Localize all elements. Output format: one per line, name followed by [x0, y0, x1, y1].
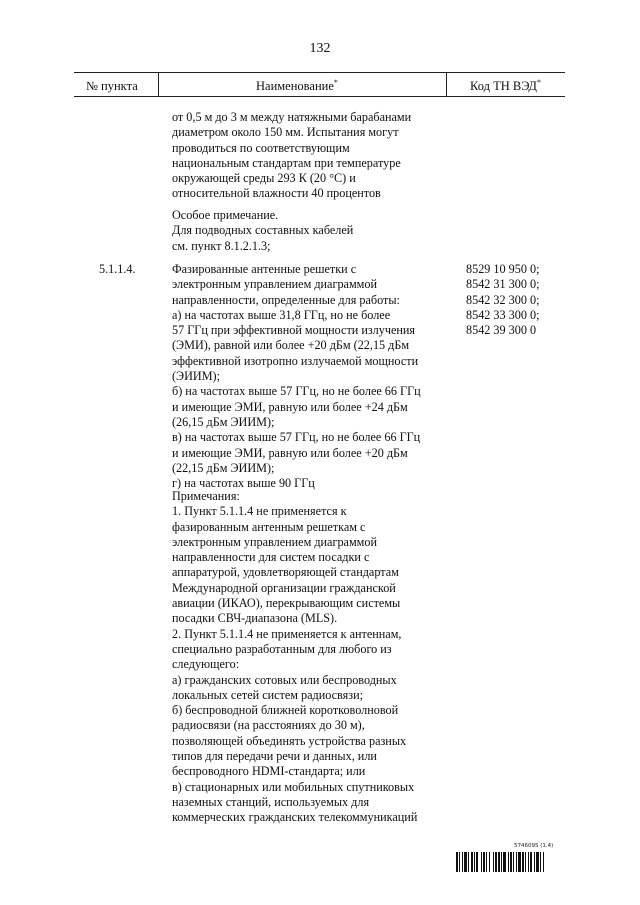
text-line: от 0,5 м до 3 м между натяжными барабанами: [172, 110, 412, 124]
text-line: Особое примечание.: [172, 208, 279, 222]
text-line: (22,15 дБм ЭИИМ);: [172, 460, 275, 475]
text-line: Примечания:: [172, 489, 240, 503]
text-line: и имеющие ЭМИ, равную или более +24 дБм: [172, 399, 408, 414]
text-line: в) на частотах выше 57 ГГц, но не более 66 ГГц: [172, 430, 421, 445]
text-line: 57 ГГц при эффективной мощности излучения: [172, 323, 416, 338]
text-line: специально разработанным для любого из: [172, 641, 392, 656]
text-line: Для подводных составных кабелей: [172, 223, 354, 238]
text-line: направленности для систем посадки с: [172, 550, 370, 565]
header-code: Код ТН ВЭД*: [470, 77, 541, 93]
code-line: 8542 32 300 0;: [466, 292, 540, 307]
text-line: эффективной изотропно излучаемой мощности: [172, 353, 419, 368]
table-header-bottom-rule: [74, 96, 565, 97]
header-number: № пункта: [86, 79, 138, 93]
text-line: Фазированные антенные решетки с: [172, 262, 357, 276]
table-column-divider: [158, 72, 159, 96]
text-line: авиации (ИКАО), перекрывающим системы: [172, 596, 401, 611]
text-line: аппаратурой, удовлетворяющей стандартам: [172, 565, 399, 580]
item-number: 5.1.1.4.: [99, 262, 136, 276]
text-line: направленности, определенные для работы:: [172, 292, 400, 307]
text-line: диаметром около 150 мм. Испытания могут: [172, 125, 399, 140]
code-line: 8542 31 300 0;: [466, 277, 540, 292]
notes: [172, 489, 442, 826]
text-line: Международной организации гражданской: [172, 580, 396, 595]
text-line: следующего:: [172, 657, 240, 672]
text-line: б) беспроводной ближней коротковолновой: [172, 703, 399, 718]
text-line: (26,15 дБм ЭИИМ);: [172, 414, 275, 429]
header-name: Наименование*: [256, 77, 338, 93]
text-line: радиосвязи (на расстояниях до 30 м),: [172, 718, 365, 733]
barcode: [456, 852, 568, 872]
text-line: (ЭИИМ);: [172, 369, 220, 384]
code-line: 8542 39 300 0: [466, 323, 537, 338]
code-line: 8529 10 950 0;: [466, 262, 540, 276]
text-line: см. пункт 8.1.2.1.3;: [172, 238, 271, 253]
text-line: относительной влажности 40 процентов: [172, 186, 381, 201]
barcode-label: 5746095 (1.4): [514, 843, 554, 849]
text-line: локальных сетей систем радиосвязи;: [172, 687, 363, 702]
item-description: [172, 262, 442, 491]
text-line: 1. Пункт 5.1.1.4 не применяется к: [172, 504, 347, 519]
text-line: электронным управлением диаграммой: [172, 277, 378, 292]
text-line: б) на частотах выше 57 ГГц, но не более 66 ГГц: [172, 384, 421, 399]
text-line: посадки СВЧ-диапазона (MLS).: [172, 611, 338, 626]
text-line: типов для передачи речи и данных, или: [172, 749, 377, 764]
item-codes: [466, 262, 539, 338]
text-line: фазированным антенным решеткам с: [172, 519, 366, 534]
text-line: окружающей среды 293 К (20 °С) и: [172, 171, 356, 186]
text-line: а) на частотах выше 31,8 ГГц, но не более: [172, 307, 391, 322]
code-line: 8542 33 300 0;: [466, 307, 540, 322]
text-line: а) гражданских сотовых или беспроводных: [172, 672, 397, 687]
text-line: г) на частотах выше 90 ГГц: [172, 476, 315, 491]
text-line: беспроводного HDMI-стандарта; или: [172, 764, 366, 779]
page-number: 132: [309, 41, 331, 56]
text-line: в) стационарных или мобильных спутниковых: [172, 779, 415, 794]
text-line: и имеющие ЭМИ, равную или более +20 дБм: [172, 445, 408, 460]
text-line: 2. Пункт 5.1.1.4 не применяется к антеннам,: [172, 626, 402, 641]
table-header-top-rule: [74, 72, 565, 73]
text-line: позволяющей объединять устройства разных: [172, 733, 407, 748]
text-line: (ЭМИ), равной или более +20 дБм (22,15 дБм: [172, 338, 410, 353]
text-line: электронным управлением диаграммой: [172, 534, 378, 549]
text-line: коммерческих гражданских телекоммуникаций: [172, 810, 418, 825]
continuation-text: [172, 110, 442, 202]
text-line: национальным стандартам при температуре: [172, 155, 401, 170]
special-note: [172, 208, 442, 254]
table-column-divider: [446, 72, 447, 96]
text-line: наземных станций, используемых для: [172, 794, 370, 809]
text-line: проводиться по соответствующим: [172, 140, 350, 155]
barcode-bar: [544, 852, 545, 872]
